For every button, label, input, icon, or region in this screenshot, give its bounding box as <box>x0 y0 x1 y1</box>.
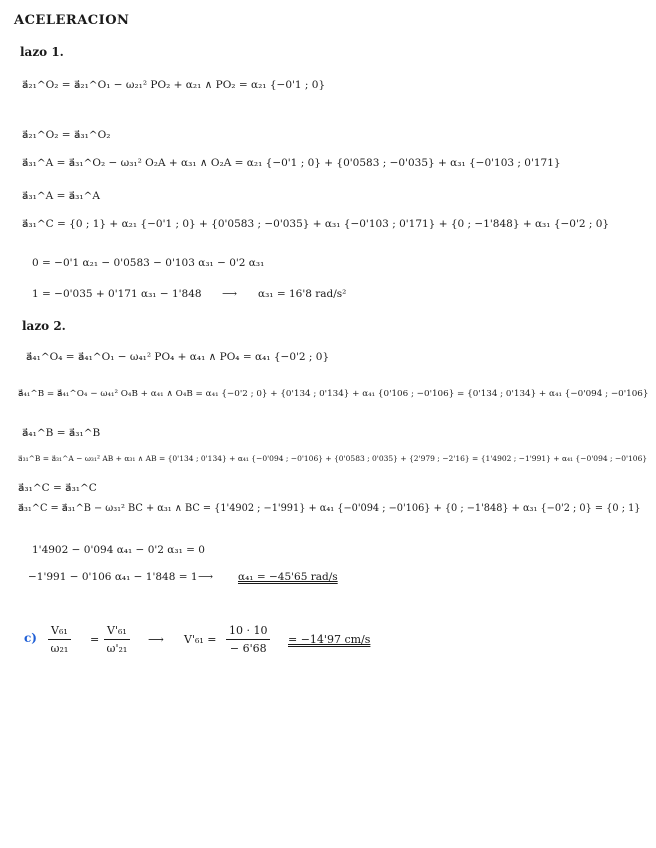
lazo1-arrow: ⟶ <box>222 288 238 300</box>
lazo2-eq8: −1'991 − 0'106 α₄₁ − 1'848 = 1 <box>28 571 198 583</box>
lazo2-eq5: a⃗₃₁^C = a⃗₃₁^C <box>18 482 97 494</box>
partc-fraction-1-denominator: ω₂₁ <box>50 642 69 655</box>
lazo2-eq7: 1'4902 − 0'094 α₄₁ − 0'2 α₃₁ = 0 <box>32 544 205 556</box>
partc-fraction-2-numerator: V'₆₁ <box>104 624 130 640</box>
lazo1-eq1: a⃗₂₁^O₂ = a⃗₂₁^O₁ − ω₂₁² PO₂ + α₂₁ ∧ PO₂ = α₂₁ {−0'1 ; 0} <box>22 79 326 91</box>
lazo2-eq4: a⃗₃₁^B = a⃗₃₁^A − ω₃₁² AB + α₃₁ ∧ AB = {0'134 ; 0'134} + α₄₁ {−0'094 ; −0'106} + {0'0583 ; 0'035} + {2'979 ; −2'16} = {1'4902 ; −1'991} + α₄₁ {−0'094 ; −0'106} <box>18 454 648 463</box>
lazo2-arrow: ⟶ <box>198 571 214 583</box>
partc-fraction-1-numerator: V₆₁ <box>48 624 71 640</box>
partc-fraction-2-denominator: ω'₂₁ <box>106 642 128 655</box>
partc-lhs: V'₆₁ = <box>184 633 217 646</box>
lazo1-eq2: a⃗₂₁^O₂ = a⃗₃₁^O₂ <box>22 129 111 141</box>
lazo1-eq7: 1 = −0'035 + 0'171 α₃₁ − 1'848 <box>32 288 202 300</box>
partc-fraction-3 <box>226 624 270 655</box>
lazo1-eq3: a⃗₃₁^A = a⃗₃₁^O₂ − ω₃₁² O₂A + α₃₁ ∧ O₂A = α₂₁ {−0'1 ; 0} + {0'0583 ; −0'035} + α₃₁ {−0'103 ; 0'171} <box>22 157 561 169</box>
partc-fraction-3-denominator: − 6'68 <box>229 642 267 655</box>
partc-fraction-3-numerator: 10 · 10 <box>226 624 270 640</box>
lazo1-eq5: a⃗₃₁^C = {0 ; 1} + α₂₁ {−0'1 ; 0} + {0'0583 ; −0'035} + α₃₁ {−0'103 ; 0'171} + {0 ; −1'848} + α₃₁ {−0'2 ; 0} <box>22 218 610 230</box>
lazo2-eq2: a⃗₄₁^B = a⃗₄₁^O₄ − ω₄₁² O₄B + α₄₁ ∧ O₄B = α₄₁ {−0'2 ; 0} + {0'134 ; 0'134} + α₄₁ {0'106 ; −0'106} = {0'134 ; 0'134} + α₄₁ {−0'094 ; −0'106} <box>18 389 649 399</box>
partc-label: c) <box>24 631 37 645</box>
partc-fraction-1 <box>48 624 71 655</box>
partc-equals: = <box>90 633 100 646</box>
partc-arrow: ⟶ <box>148 633 164 646</box>
lazo2-eq1: a⃗₄₁^O₄ = a⃗₄₁^O₁ − ω₄₁² PO₄ + α₄₁ ∧ PO₄ = α₄₁ {−0'2 ; 0} <box>26 351 330 363</box>
lazo1-eq4: a⃗₃₁^A = a⃗₃₁^A <box>22 190 100 202</box>
partc-fraction-2 <box>104 624 130 655</box>
lazo2-eq6: a⃗₃₁^C = a⃗₃₁^B − ω₃₁² BC + α₃₁ ∧ BC = {1'4902 ; −1'991} + α₄₁ {−0'094 ; −0'106} + {0 ; −1'848} + α₃₁ {−0'2 ; 0} = {0 ; 1} <box>18 503 641 514</box>
page-title: ACELERACION <box>14 13 130 28</box>
lazo1-result: α₃₁ = 16'8 rad/s² <box>258 288 347 300</box>
lazo1-eq6: 0 = −0'1 α₂₁ − 0'0583 − 0'103 α₃₁ − 0'2 α₃₁ <box>32 257 265 269</box>
lazo2-heading: lazo 2. <box>22 319 66 333</box>
partc-result: = −14'97 cm/s <box>288 633 371 646</box>
lazo1-heading: lazo 1. <box>20 45 64 59</box>
lazo2-eq3: a⃗₄₁^B = a⃗₃₁^B <box>22 427 101 439</box>
lazo2-result: α₄₁ = −45'65 rad/s <box>238 571 338 583</box>
